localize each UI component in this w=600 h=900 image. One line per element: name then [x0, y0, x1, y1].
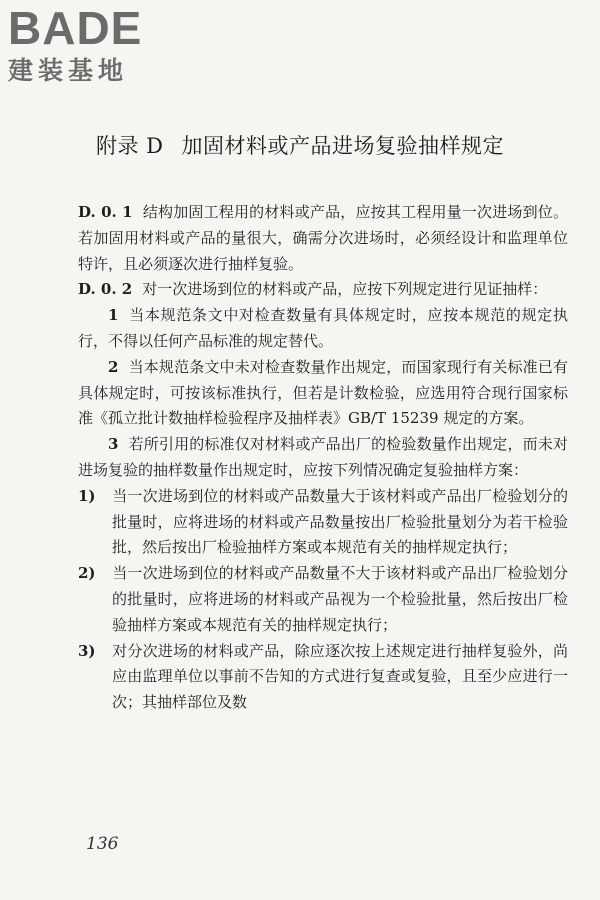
subitem-number: 2) [78, 564, 96, 583]
logo-subtitle: 建装基地 [8, 56, 129, 85]
item-text: 若所引用的标准仅对材料或产品出厂的检验数量作出规定，而未对进场复验的抽样数量作出规定时，应按下列情况确定复验抽样方案： [78, 435, 568, 479]
clause-text: 结构加固工程用的材料或产品，应按其工程用量一次进场到位。若加固用材料或产品的量很大，确需分次进场时，必须经设计和监理单位特许，且必须逐次进行抽样复验。 [78, 203, 568, 273]
subitem-2 [78, 561, 568, 638]
item-number: 3 [108, 435, 119, 454]
item-2 [78, 355, 568, 432]
clause-number: D. 0. 2 [78, 280, 133, 299]
page-title [0, 130, 600, 160]
subitem-1 [78, 484, 568, 561]
subitem-number: 3) [78, 641, 96, 660]
item-text: 当本规范条文中对检查数量有具体规定时，应按本规范的规定执行，不得以任何产品标准的规定替代。 [78, 306, 568, 350]
item-number: 1 [108, 306, 119, 325]
subitem-text: 对分次进场的材料或产品，除应逐次按上述规定进行抽样复验外，尚应由监理单位以事前不告知的方式进行复查或复验，且至少应进行一次；其抽样部位及数 [112, 641, 568, 712]
item-3 [78, 432, 568, 484]
logo-mark: BADE [8, 2, 143, 54]
clause-number: D. 0. 1 [78, 203, 133, 221]
clause-text: 对一次进场到位的材料或产品，应按下列规定进行见证抽样： [142, 280, 548, 299]
document-body [78, 200, 568, 716]
bade-logo [8, 4, 178, 86]
subitem-text: 当一次进场到位的材料或产品数量不大于该材料或产品出厂检验划分的批量时，应将进场的材料或产品视为一个检验批量，然后按出厂检验抽样方案或本规范有关的抽样规定执行； [112, 564, 568, 634]
subitem-number: 1) [78, 486, 96, 505]
subitem-3 [78, 639, 568, 716]
appendix-label: 附录 D [95, 134, 164, 158]
page-number: 136 [86, 834, 119, 854]
appendix-title: 加固材料或产品进场复验抽样规定 [181, 134, 504, 158]
item-text: 当本规范条文中未对检查数量作出规定，而国家现行有关标准已有具体规定时，可按该标准执行，但若是计数检验，应选用符合现行国家标准《孤立批计数抽样检验程序及抽样表》GB/T 15239 规定的方案。 [78, 357, 568, 428]
subitem-text: 当一次进场到位的材料或产品数量大于该材料或产品出厂检验划分的批量时，应将进场的材料或产品数量按出厂检验批量划分为若干检验批，然后按出厂检验抽样方案或本规范有关的抽样规定执行； [112, 486, 568, 557]
item-1 [78, 303, 568, 355]
clause-d-0-1 [78, 200, 568, 277]
item-number: 2 [108, 357, 119, 376]
clause-d-0-2 [78, 277, 568, 303]
